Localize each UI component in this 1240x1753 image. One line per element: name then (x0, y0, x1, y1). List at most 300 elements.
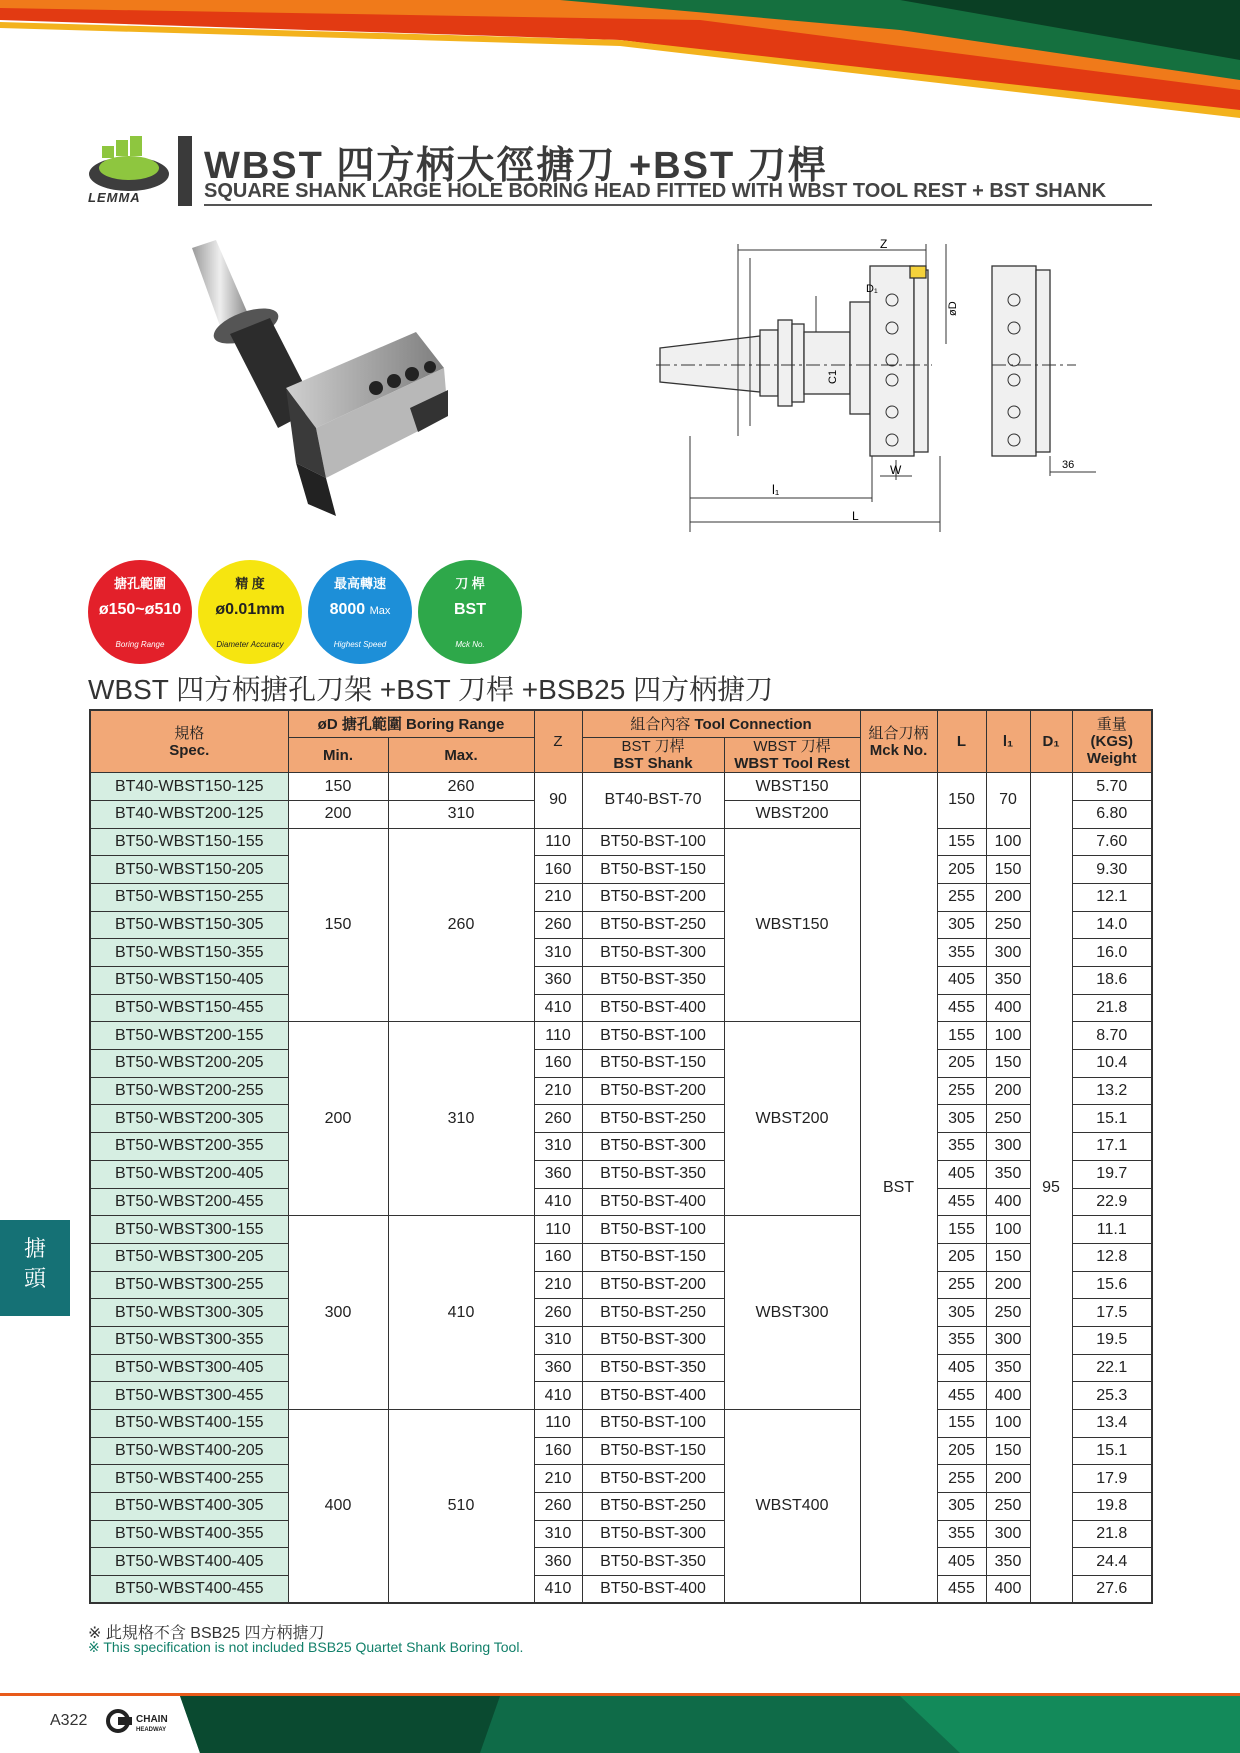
cell-weight: 5.70 (1072, 773, 1152, 801)
cell-l1: 250 (986, 1105, 1030, 1133)
cell-bst-shank: BT50-BST-350 (582, 1548, 724, 1576)
cell-wbst-rest: WBST300 (724, 1216, 860, 1410)
header-bst-cn: BST 刀桿 (621, 738, 685, 756)
header-mck (860, 710, 937, 773)
header-wbst-rest (724, 738, 860, 773)
cell-bst-shank: BT50-BST-150 (582, 856, 724, 884)
cell-z: 110 (534, 1216, 582, 1244)
table-row (90, 1160, 1152, 1188)
cell-spec: BT50-WBST150-155 (90, 828, 288, 856)
cell-spec: BT50-WBST300-255 (90, 1271, 288, 1299)
cell-spec: BT50-WBST400-305 (90, 1493, 288, 1521)
logo-text: LEMMA (88, 190, 141, 205)
cell-weight: 21.8 (1072, 994, 1152, 1022)
note-chinese: ※ 此規格不含 BSB25 四方柄搪刀 (88, 1625, 325, 1642)
cell-bst-shank: BT50-BST-100 (582, 1216, 724, 1244)
chain-headway-logo (106, 1708, 186, 1734)
badge-shank-value: BST (454, 601, 486, 618)
table-row (90, 1493, 1152, 1521)
badge-speed-title: 最高轉速 (333, 576, 386, 591)
cell-l1: 400 (986, 1382, 1030, 1410)
cell-z: 260 (534, 1299, 582, 1327)
table-row (90, 1243, 1152, 1271)
cell-max: 260 (388, 828, 534, 1022)
cell-spec: BT50-WBST200-455 (90, 1188, 288, 1216)
cell-spec: BT50-WBST400-255 (90, 1465, 288, 1493)
cell-l1: 150 (986, 1243, 1030, 1271)
header-weight (1072, 710, 1152, 773)
cell-spec: BT50-WBST300-305 (90, 1299, 288, 1327)
badge-accuracy-caption: Diameter Accuracy (216, 640, 284, 649)
header-l (937, 710, 986, 773)
cell-z: 160 (534, 1050, 582, 1078)
cell-l1: 100 (986, 828, 1030, 856)
side-tab-line1: 搪 (23, 1236, 46, 1261)
page-title: WBST 四方柄大徑搪刀 +BST 刀桿 (204, 145, 828, 187)
cell-l: 205 (937, 1050, 986, 1078)
note-english: ※ This specification is not included BSB25 Quartet Shank Boring Tool. (88, 1639, 524, 1655)
cell-spec: BT50-WBST200-305 (90, 1105, 288, 1133)
cell-l: 205 (937, 1243, 986, 1271)
page-title-english: SQUARE SHANK LARGE HOLE BORING HEAD FITTED WITH WBST TOOL REST + BST SHANK (204, 180, 1107, 202)
cell-bst-shank: BT50-BST-350 (582, 1354, 724, 1382)
cell-l: 355 (937, 1326, 986, 1354)
cell-spec: BT50-WBST400-455 (90, 1576, 288, 1604)
header-spec (90, 710, 288, 773)
cell-l1: 100 (986, 1410, 1030, 1438)
header-boring-range (288, 710, 534, 738)
cell-l1: 200 (986, 1077, 1030, 1105)
badge-speed-caption: Highest Speed (333, 640, 387, 649)
label-od: øD (947, 301, 959, 316)
cell-weight: 14.0 (1072, 911, 1152, 939)
cell-l: 305 (937, 1105, 986, 1133)
table-row (90, 1188, 1152, 1216)
table-row (90, 994, 1152, 1022)
cell-weight: 19.7 (1072, 1160, 1152, 1188)
table-row (90, 1299, 1152, 1327)
badge-shank-title: 刀 桿 (455, 576, 485, 591)
table-row (90, 1465, 1152, 1493)
cell-bst-shank: BT50-BST-200 (582, 1077, 724, 1105)
cell-spec: BT50-WBST200-355 (90, 1133, 288, 1161)
cell-l1: 150 (986, 856, 1030, 884)
table-row (90, 883, 1152, 911)
cell-min: 150 (288, 773, 388, 801)
cell-weight: 11.1 (1072, 1216, 1152, 1244)
badge-speed-max: Max (369, 605, 391, 617)
cell-l1: 100 (986, 1022, 1030, 1050)
cell-l: 355 (937, 1133, 986, 1161)
cell-z: 210 (534, 1077, 582, 1105)
header-range-cn: øD 搪孔範圍 (317, 715, 402, 733)
cell-spec: BT50-WBST300-355 (90, 1326, 288, 1354)
cell-bst-shank: BT50-BST-300 (582, 1133, 724, 1161)
cell-z: 210 (534, 1271, 582, 1299)
cell-spec: BT50-WBST400-405 (90, 1548, 288, 1576)
badge-boring-range-caption: Boring Range (115, 640, 165, 649)
badge-accuracy-value: ø0.01mm (215, 601, 285, 618)
label-d1: D₁ (866, 283, 878, 295)
cell-l: 455 (937, 1576, 986, 1604)
cell-bst-shank: BT50-BST-150 (582, 1243, 724, 1271)
header-conn-cn: 組合內容 (630, 715, 691, 733)
cell-l1: 200 (986, 1271, 1030, 1299)
cell-bst-shank: BT50-BST-100 (582, 1410, 724, 1438)
header-l-text: L (956, 733, 967, 751)
cell-bst-shank: BT50-BST-400 (582, 994, 724, 1022)
cell-l1: 350 (986, 967, 1030, 995)
technical-drawing (656, 236, 1096, 536)
header-d1-text: D₁ (1042, 733, 1060, 751)
cell-wbst-rest: WBST150 (724, 828, 860, 1022)
header-l1-text: l₁ (1002, 733, 1014, 751)
badge-speed-value-wrap (308, 601, 412, 619)
cell-l: 205 (937, 1437, 986, 1465)
table-row (90, 1548, 1152, 1576)
badge-boring-range (88, 560, 192, 664)
cell-l: 405 (937, 1548, 986, 1576)
page-number: A322 (50, 1712, 88, 1729)
table-row (90, 911, 1152, 939)
cell-weight: 9.30 (1072, 856, 1152, 884)
header-l1 (986, 710, 1030, 773)
cell-l1: 250 (986, 1299, 1030, 1327)
cell-z: 160 (534, 1243, 582, 1271)
label-w: W (890, 463, 902, 477)
badge-highest-speed (308, 560, 412, 664)
cell-spec: BT40-WBST200-125 (90, 800, 288, 828)
cell-bst-shank: BT50-BST-100 (582, 828, 724, 856)
cell-spec: BT50-WBST300-205 (90, 1243, 288, 1271)
cell-bst-shank: BT50-BST-150 (582, 1050, 724, 1078)
cell-weight: 25.3 (1072, 1382, 1152, 1410)
cell-max: 310 (388, 1022, 534, 1216)
cell-bst-shank: BT50-BST-250 (582, 911, 724, 939)
cell-l1: 300 (986, 1520, 1030, 1548)
cell-l: 355 (937, 939, 986, 967)
cell-z: 210 (534, 883, 582, 911)
cell-weight: 21.8 (1072, 1520, 1152, 1548)
badge-boring-range-title: 搪孔範圍 (113, 576, 166, 591)
cell-bst-shank: BT50-BST-150 (582, 1437, 724, 1465)
cell-spec: BT50-WBST150-205 (90, 856, 288, 884)
side-section-tab[interactable] (0, 1220, 70, 1316)
header-z: Z (534, 710, 582, 773)
label-z: Z (880, 237, 888, 251)
cell-l: 455 (937, 1188, 986, 1216)
label-36: 36 (1062, 459, 1075, 471)
cell-max: 410 (388, 1216, 534, 1410)
table-row (90, 939, 1152, 967)
cell-z: 310 (534, 1326, 582, 1354)
table-row (90, 1050, 1152, 1078)
table-title: WBST 四方柄搪孔刀架 +BST 刀桿 +BSB25 四方柄搪刀 (88, 674, 774, 705)
cell-max: 510 (388, 1410, 534, 1604)
table-body (90, 773, 1152, 1604)
cell-l1: 400 (986, 1576, 1030, 1604)
header-max-text: Max. (444, 746, 478, 764)
table-row (90, 1271, 1152, 1299)
cell-z: 90 (534, 773, 582, 828)
cell-bst-shank: BT40-BST-70 (582, 773, 724, 828)
cell-weight: 19.5 (1072, 1326, 1152, 1354)
cell-bst-shank: BT50-BST-300 (582, 1326, 724, 1354)
top-decorative-band (0, 0, 1240, 120)
cell-weight: 17.5 (1072, 1299, 1152, 1327)
table-row (90, 1216, 1152, 1244)
table-row (90, 1382, 1152, 1410)
cell-spec: BT50-WBST200-155 (90, 1022, 288, 1050)
cell-l: 205 (937, 856, 986, 884)
cell-weight: 22.1 (1072, 1354, 1152, 1382)
cell-l1: 200 (986, 1465, 1030, 1493)
cell-min: 400 (288, 1410, 388, 1604)
svg-text:HEADWAY: HEADWAY (136, 1727, 167, 1733)
table-row (90, 1133, 1152, 1161)
cell-weight: 15.1 (1072, 1437, 1152, 1465)
cell-bst-shank: BT50-BST-100 (582, 1022, 724, 1050)
table-row (90, 828, 1152, 856)
header-bst-shank (582, 738, 724, 773)
cell-weight: 18.6 (1072, 967, 1152, 995)
product-photo (186, 238, 486, 538)
cell-min: 200 (288, 800, 388, 828)
header-wbst-en: WBST Tool Rest (734, 755, 850, 773)
cell-z: 260 (534, 1105, 582, 1133)
cell-z: 410 (534, 1188, 582, 1216)
cell-z: 260 (534, 911, 582, 939)
header-spec-cn: 規格 (174, 724, 205, 742)
cell-l1: 300 (986, 1133, 1030, 1161)
cell-bst-shank: BT50-BST-250 (582, 1493, 724, 1521)
cell-bst-shank: BT50-BST-200 (582, 1271, 724, 1299)
table-row (90, 1520, 1152, 1548)
cell-weight: 15.1 (1072, 1105, 1152, 1133)
cell-l: 355 (937, 1520, 986, 1548)
cell-spec: BT50-WBST150-455 (90, 994, 288, 1022)
cell-weight: 13.4 (1072, 1410, 1152, 1438)
header-spec-en: Spec. (169, 741, 210, 759)
svg-text:CHAIN: CHAIN (136, 1714, 168, 1725)
header-min-text: Min. (323, 746, 353, 764)
cell-weight: 19.8 (1072, 1493, 1152, 1521)
cell-l: 255 (937, 1077, 986, 1105)
header-min (288, 738, 388, 773)
cell-l1: 70 (986, 773, 1030, 828)
cell-l1: 150 (986, 1437, 1030, 1465)
cell-l: 255 (937, 883, 986, 911)
cell-l: 255 (937, 1465, 986, 1493)
cell-weight: 27.6 (1072, 1576, 1152, 1604)
badge-accuracy (198, 560, 302, 664)
cell-wbst-rest: WBST150 (724, 773, 860, 801)
cell-l: 155 (937, 1410, 986, 1438)
cell-weight: 17.9 (1072, 1465, 1152, 1493)
label-l: L (852, 509, 859, 523)
cell-bst-shank: BT50-BST-250 (582, 1105, 724, 1133)
cell-l1: 300 (986, 939, 1030, 967)
cell-l1: 400 (986, 994, 1030, 1022)
cell-spec: BT50-WBST150-255 (90, 883, 288, 911)
bottom-decorative-band (0, 1693, 1240, 1753)
cell-spec: BT50-WBST200-255 (90, 1077, 288, 1105)
header-max (388, 738, 534, 773)
cell-bst-shank: BT50-BST-400 (582, 1382, 724, 1410)
cell-l: 150 (937, 773, 986, 828)
cell-bst-shank: BT50-BST-300 (582, 1520, 724, 1548)
cell-l: 305 (937, 1299, 986, 1327)
cell-weight: 12.1 (1072, 883, 1152, 911)
header-weight-cn: 重量 (1096, 716, 1127, 734)
cell-l: 155 (937, 828, 986, 856)
cell-z: 210 (534, 1465, 582, 1493)
table-row (90, 1326, 1152, 1354)
cell-min: 150 (288, 828, 388, 1022)
cell-spec: BT50-WBST400-205 (90, 1437, 288, 1465)
cell-z: 360 (534, 967, 582, 995)
header-d1 (1030, 710, 1072, 773)
label-c1: C1 (827, 369, 839, 384)
table-row (90, 773, 1152, 801)
cell-wbst-rest: WBST400 (724, 1410, 860, 1604)
header-conn-en: Tool Connection (694, 715, 812, 733)
table-header-row-1 (90, 710, 1152, 738)
header-range-en: Boring Range (406, 715, 505, 733)
cell-z: 410 (534, 1382, 582, 1410)
side-tab-line2: 頭 (23, 1266, 46, 1291)
header-wbst-cn: WBST 刀桿 (753, 738, 831, 756)
cell-z: 160 (534, 1437, 582, 1465)
badge-accuracy-title: 精 度 (235, 576, 265, 591)
header-weight-unit: (KGS) (1090, 733, 1134, 751)
cell-l1: 400 (986, 1188, 1030, 1216)
cell-wbst-rest: WBST200 (724, 1022, 860, 1216)
cell-l: 305 (937, 1493, 986, 1521)
cell-weight: 16.0 (1072, 939, 1152, 967)
cell-z: 410 (534, 1576, 582, 1604)
cell-z: 360 (534, 1548, 582, 1576)
header-weight-en: Weight (1086, 750, 1137, 768)
table-row (90, 1077, 1152, 1105)
header-mck-cn: 組合刀柄 (868, 724, 929, 742)
cell-z: 260 (534, 1493, 582, 1521)
cell-l: 305 (937, 911, 986, 939)
cell-weight: 17.1 (1072, 1133, 1152, 1161)
cell-l1: 350 (986, 1354, 1030, 1382)
cell-weight: 7.60 (1072, 828, 1152, 856)
cell-l: 155 (937, 1216, 986, 1244)
table-row (90, 1105, 1152, 1133)
cell-l1: 300 (986, 1326, 1030, 1354)
table-row (90, 1022, 1152, 1050)
cell-l1: 150 (986, 1050, 1030, 1078)
cell-min: 300 (288, 1216, 388, 1410)
cell-z: 410 (534, 994, 582, 1022)
cell-weight: 13.2 (1072, 1077, 1152, 1105)
cell-l1: 250 (986, 1493, 1030, 1521)
cell-spec: BT50-WBST150-405 (90, 967, 288, 995)
cell-min: 200 (288, 1022, 388, 1216)
cell-bst-shank: BT50-BST-200 (582, 1465, 724, 1493)
cell-spec: BT50-WBST300-405 (90, 1354, 288, 1382)
cell-bst-shank: BT50-BST-300 (582, 939, 724, 967)
cell-spec: BT50-WBST300-455 (90, 1382, 288, 1410)
cell-weight: 15.6 (1072, 1271, 1152, 1299)
label-l1: l₁ (772, 482, 780, 497)
cell-bst-shank: BT50-BST-400 (582, 1576, 724, 1604)
table-row (90, 967, 1152, 995)
cell-weight: 10.4 (1072, 1050, 1152, 1078)
cell-l: 155 (937, 1022, 986, 1050)
cell-z: 110 (534, 1410, 582, 1438)
cell-l: 405 (937, 1354, 986, 1382)
spec-table (89, 709, 1153, 1604)
title-underline (204, 204, 1152, 206)
cell-spec: BT50-WBST300-155 (90, 1216, 288, 1244)
cell-l1: 350 (986, 1548, 1030, 1576)
title-accent-bar (178, 136, 192, 206)
cell-z: 360 (534, 1354, 582, 1382)
header-mck-en: Mck No. (869, 741, 928, 759)
badge-boring-range-value: ø150~ø510 (98, 601, 182, 618)
badge-shank (418, 560, 522, 664)
cell-z: 160 (534, 856, 582, 884)
cell-z: 310 (534, 939, 582, 967)
cell-l: 405 (937, 967, 986, 995)
header-bst-en: BST Shank (613, 755, 693, 773)
cell-max: 310 (388, 800, 534, 828)
cell-d1: 95 (1030, 773, 1072, 1604)
cell-weight: 6.80 (1072, 800, 1152, 828)
table-row (90, 1576, 1152, 1604)
cell-l1: 100 (986, 1216, 1030, 1244)
cell-l1: 250 (986, 911, 1030, 939)
table-row (90, 1437, 1152, 1465)
cell-z: 110 (534, 828, 582, 856)
cell-spec: BT40-WBST150-125 (90, 773, 288, 801)
cell-bst-shank: BT50-BST-250 (582, 1299, 724, 1327)
cell-bst-shank: BT50-BST-200 (582, 883, 724, 911)
header-tool-connection (582, 710, 860, 738)
table-row (90, 856, 1152, 884)
cell-weight: 8.70 (1072, 1022, 1152, 1050)
cell-spec: BT50-WBST150-355 (90, 939, 288, 967)
cell-l: 455 (937, 1382, 986, 1410)
cell-z: 360 (534, 1160, 582, 1188)
badge-speed-value: 8000 (329, 601, 366, 618)
cell-wbst-rest: WBST200 (724, 800, 860, 828)
cell-max: 260 (388, 773, 534, 801)
cell-l1: 350 (986, 1160, 1030, 1188)
cell-spec: BT50-WBST150-305 (90, 911, 288, 939)
cell-z: 310 (534, 1520, 582, 1548)
cell-z: 110 (534, 1022, 582, 1050)
cell-spec: BT50-WBST400-155 (90, 1410, 288, 1438)
cell-weight: 12.8 (1072, 1243, 1152, 1271)
badge-shank-caption: Mck No. (455, 640, 485, 649)
cell-bst-shank: BT50-BST-350 (582, 1160, 724, 1188)
cell-spec: BT50-WBST200-205 (90, 1050, 288, 1078)
cell-bst-shank: BT50-BST-400 (582, 1188, 724, 1216)
table-row (90, 1354, 1152, 1382)
cell-l: 455 (937, 994, 986, 1022)
cell-z: 310 (534, 1133, 582, 1161)
cell-l: 405 (937, 1160, 986, 1188)
cell-weight: 24.4 (1072, 1548, 1152, 1576)
cell-mck: BST (860, 773, 937, 1604)
cell-spec: BT50-WBST400-355 (90, 1520, 288, 1548)
